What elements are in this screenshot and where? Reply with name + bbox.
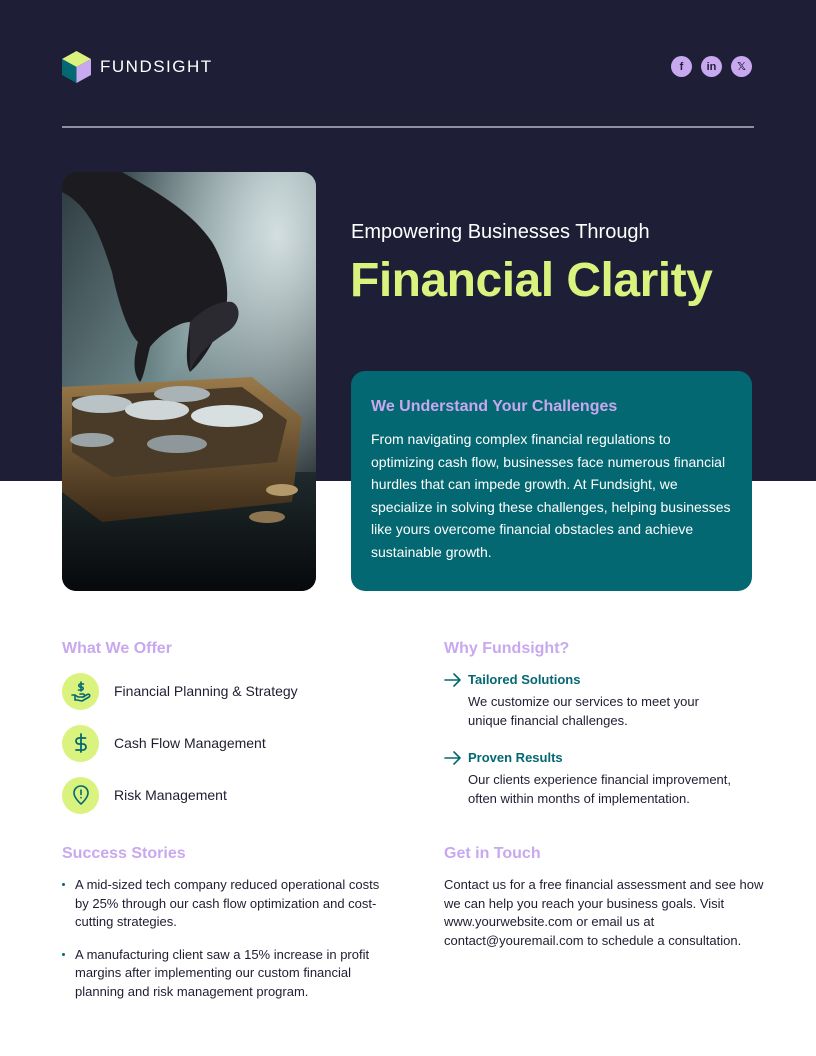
why-item-desc: Our clients experience financial improvement, often within months of implementation. bbox=[468, 772, 732, 806]
story-item: A manufacturing client saw a 15% increase in profit margins after implementing our custom financial planning and risk management program. bbox=[62, 946, 392, 1002]
challenge-body: From navigating complex financial regulations to optimizing cash flow, businesses face numerous financial hurdles that can impede growth. At Fundsight, we specialize in solving these challenges, helping businesses like yours overcome financial obstacles and achieve sustainable growth. bbox=[371, 431, 731, 560]
offer-item bbox=[62, 724, 298, 762]
linkedin-icon[interactable]: in bbox=[701, 56, 722, 77]
offer-label: Financial Planning & Strategy bbox=[114, 683, 298, 699]
cube-logo-icon bbox=[62, 51, 91, 83]
why-title: Why Fundsight? bbox=[444, 640, 570, 657]
hero-subtitle: Empowering Businesses Through bbox=[351, 221, 650, 243]
facebook-icon[interactable]: f bbox=[671, 56, 692, 77]
challenge-card bbox=[351, 371, 752, 591]
offer-label: Cash Flow Management bbox=[114, 735, 266, 751]
social-links bbox=[671, 56, 752, 77]
why-item-title: Proven Results bbox=[468, 750, 563, 765]
contact-title: Get in Touch bbox=[444, 845, 541, 862]
shield-alert-icon bbox=[62, 777, 99, 814]
x-icon[interactable]: 𝕏 bbox=[731, 56, 752, 77]
offer-title: What We Offer bbox=[62, 640, 172, 657]
stories-title: Success Stories bbox=[62, 845, 186, 862]
challenge-title: We Understand Your Challenges bbox=[371, 398, 618, 415]
brand-name: FUNDSIGHT bbox=[100, 57, 213, 76]
story-item: A mid-sized tech company reduced operational costs by 25% through our cash flow optimization and cost-cutting strategies. bbox=[62, 876, 392, 932]
offer-item bbox=[62, 672, 298, 710]
contact-body: Contact us for a free financial assessment and see how we can help you reach your business goals. Visit www.yourwebsite.com or email us at contact@youremail.com to schedule a consultation. bbox=[444, 877, 764, 948]
why-item bbox=[444, 750, 758, 808]
hero-headline: Financial Clarity bbox=[350, 254, 713, 307]
offer-label: Risk Management bbox=[114, 787, 227, 803]
dollar-sign-icon bbox=[62, 725, 99, 762]
why-item-title: Tailored Solutions bbox=[468, 672, 581, 687]
stories-list bbox=[62, 876, 392, 1015]
arrow-right-icon bbox=[444, 673, 461, 687]
why-item-desc: We customize our services to meet your unique financial challenges. bbox=[468, 694, 699, 728]
offer-list bbox=[62, 672, 298, 828]
why-item bbox=[444, 672, 728, 730]
offer-item bbox=[62, 776, 298, 814]
arrow-right-icon bbox=[444, 751, 461, 765]
coins-box-photo bbox=[62, 172, 316, 591]
brand-logo[interactable] bbox=[62, 51, 213, 83]
hand-dollar-icon bbox=[62, 673, 99, 710]
header-divider bbox=[62, 126, 754, 128]
